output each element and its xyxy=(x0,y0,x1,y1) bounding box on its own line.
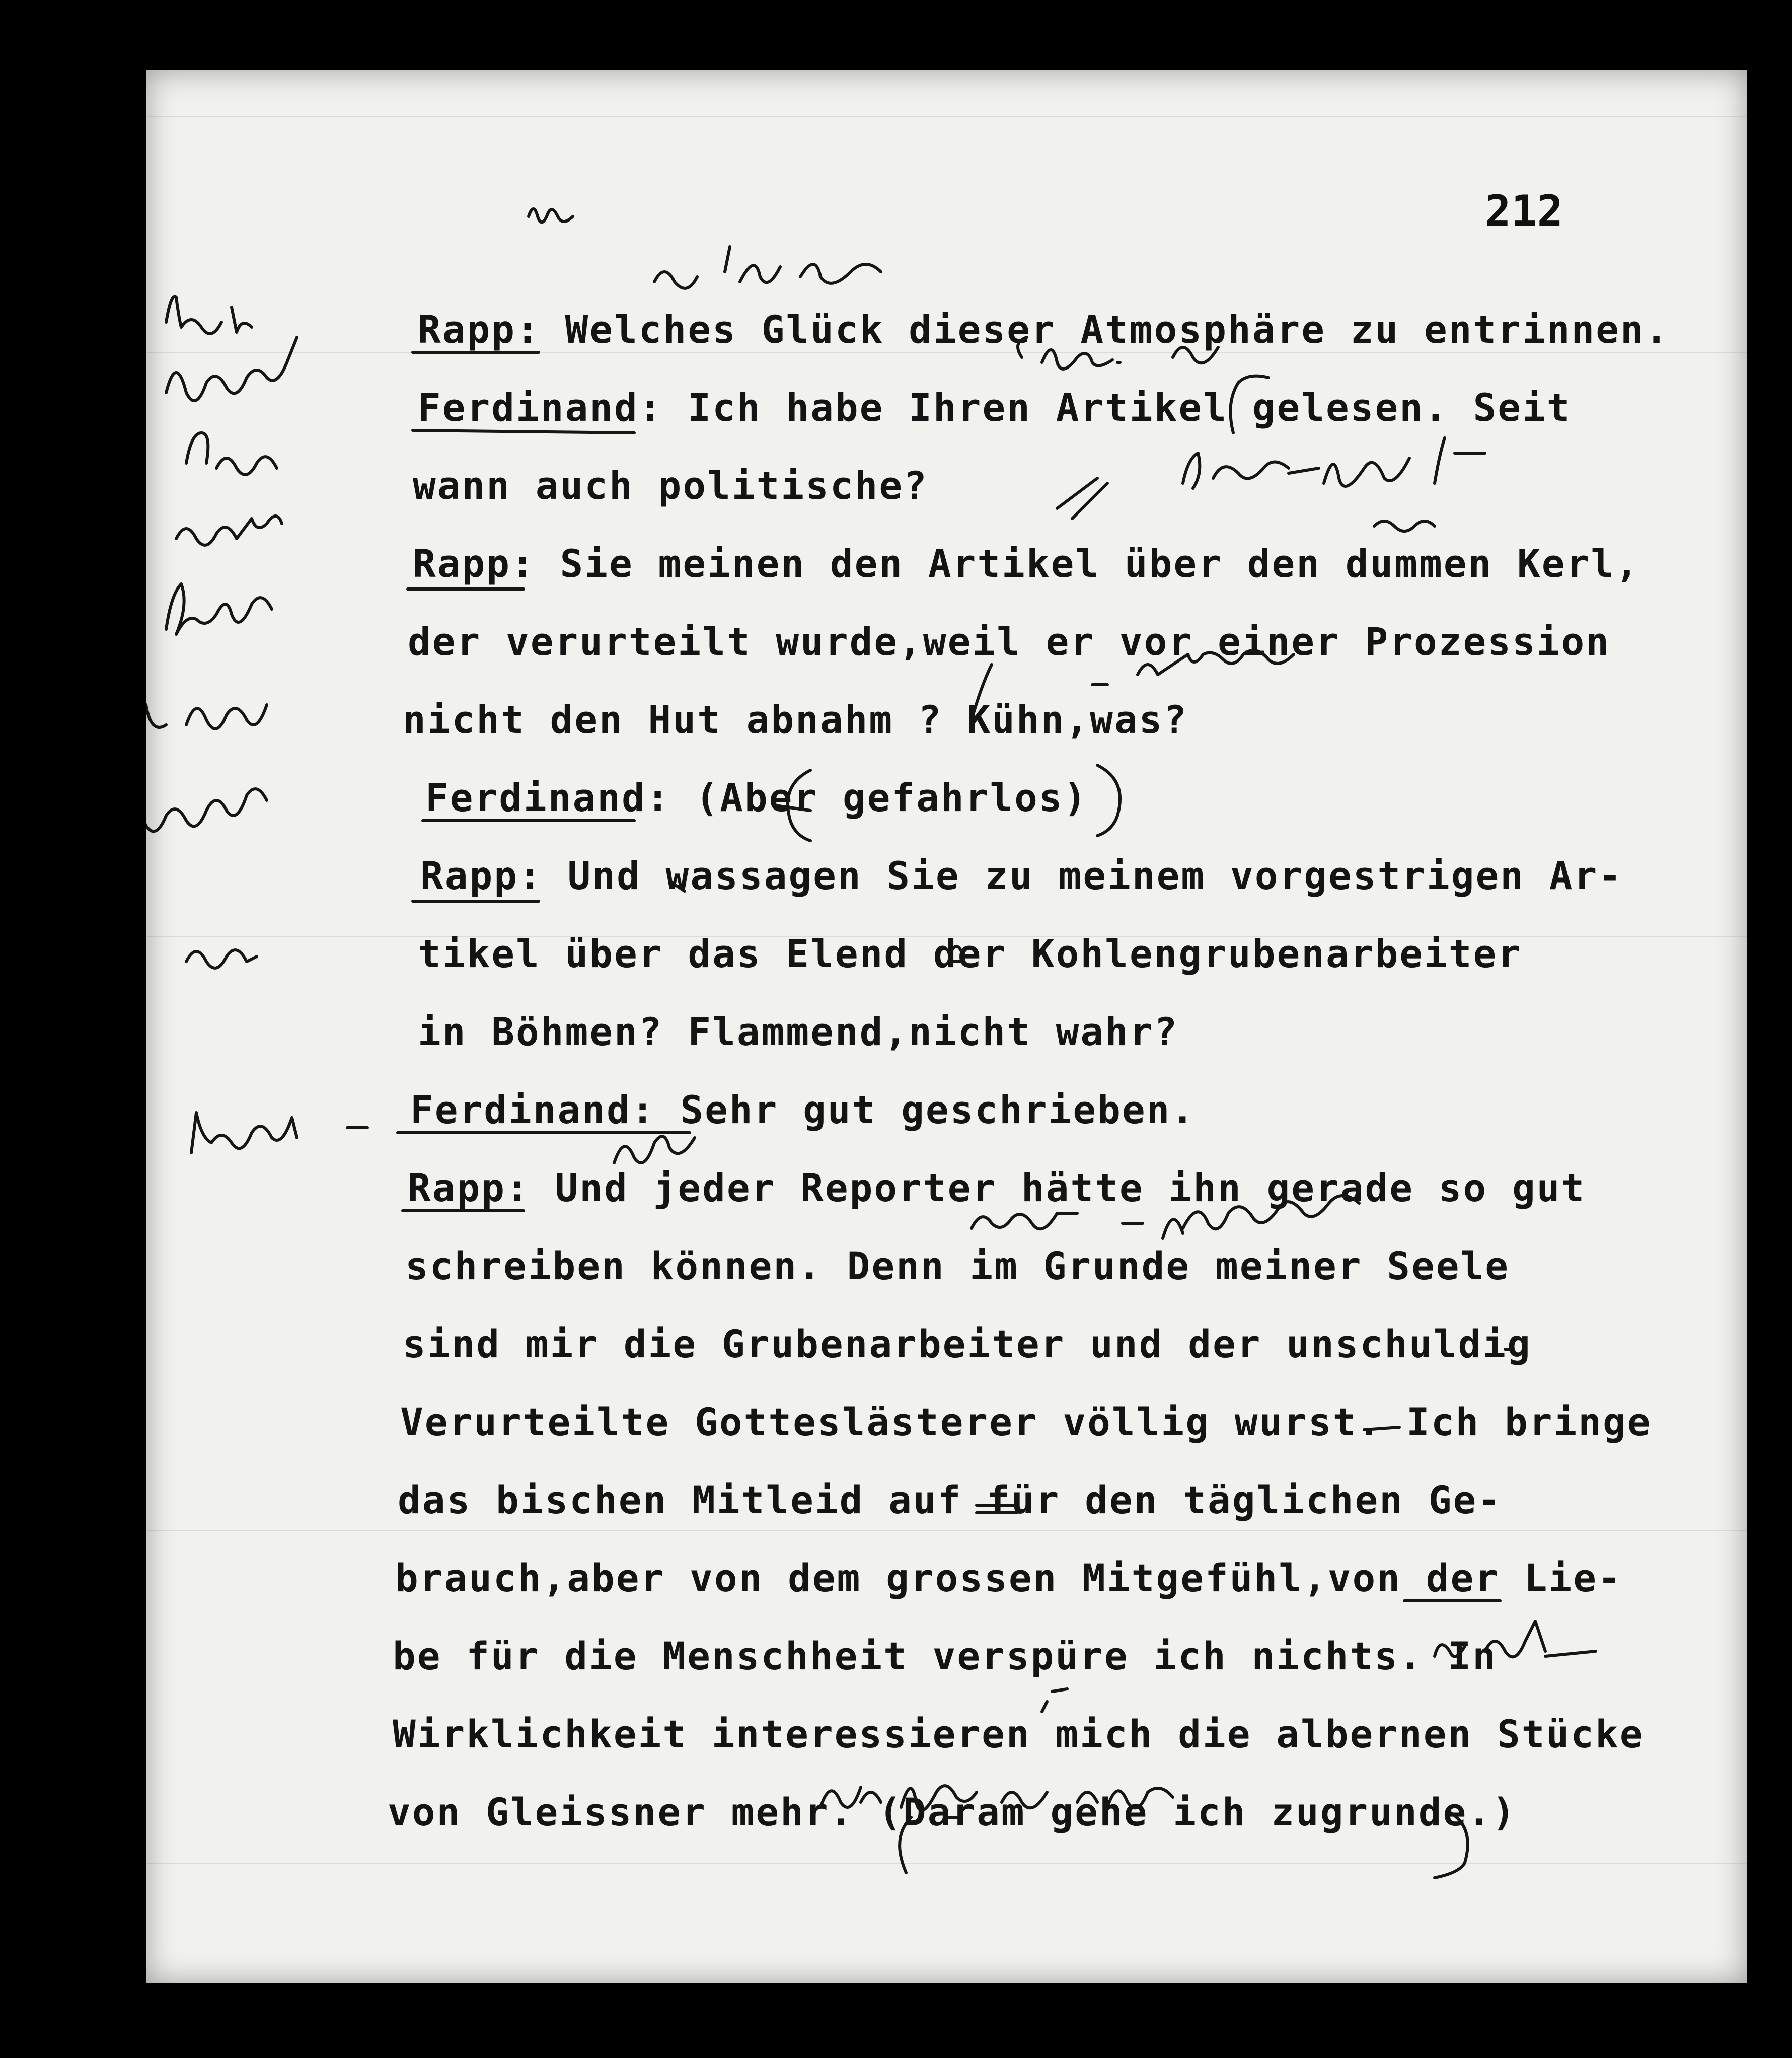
handwritten-mark xyxy=(900,1812,1468,1878)
handwritten-mark xyxy=(669,881,685,891)
handwritten-mark xyxy=(1042,1689,1067,1712)
typescript-line: Rapp: Und jeder Reporter hätte ihn gerade so gut xyxy=(408,1165,1586,1210)
typescript-line: der verurteilt wurde,weil er vor einer Prozession xyxy=(408,619,1611,664)
margin-handwriting xyxy=(166,297,252,334)
margin-handwriting xyxy=(186,950,257,968)
handwritten-mark xyxy=(1230,376,1268,433)
handwritten-mark xyxy=(614,1136,695,1163)
typescript-line: nicht den Hut abnahm ? Kühn,was? xyxy=(403,697,1188,742)
handwritten-mark xyxy=(949,946,964,962)
handwritten-mark xyxy=(654,247,881,288)
typescript-line: Rapp: Sie meinen den Artikel über den dummen Kerl, xyxy=(413,541,1640,586)
handwritten-mark xyxy=(1404,1601,1596,1657)
margin-handwriting xyxy=(146,789,267,831)
typescript-page xyxy=(146,70,1747,1983)
handwritten-mark xyxy=(1183,438,1485,488)
handwritten-mark xyxy=(972,1196,1359,1238)
typescript-line: be für die Menschheit verspüre ich nichts. In xyxy=(393,1634,1498,1678)
handwritten-mark xyxy=(775,765,1120,841)
typescript-line: Rapp: Welches Glück dieser Atmosphäre zu entrinnen. xyxy=(418,307,1670,352)
typescript-line: Wirklichkeit interessieren mich die albernen Stücke xyxy=(393,1712,1645,1756)
handwritten-mark xyxy=(977,1505,1017,1513)
handwritten-mark xyxy=(1057,478,1107,519)
typescript-line: das bischen Mitleid auf für den täglichen Ge- xyxy=(398,1478,1503,1522)
handwritten-mark xyxy=(820,1786,1173,1810)
handwritten-mark xyxy=(1364,1427,1399,1430)
typescript-line: Ferdinand: Sehr gut geschrieben. xyxy=(410,1087,1196,1132)
typescript-line: in Böhmen? Flammend,nicht wahr? xyxy=(418,1009,1179,1054)
page-number: 212 xyxy=(1485,186,1563,237)
typescript-line: Ferdinand: Ich habe Ihren Artikel gelesen. Seit xyxy=(418,385,1572,430)
typescript-line: schreiben können. Denn im Grunde meiner Seele xyxy=(405,1243,1510,1288)
margin-handwriting xyxy=(146,705,267,755)
margin-handwriting xyxy=(176,516,282,545)
typescript-line: Ferdinand: (Aber gefahrlos) xyxy=(425,775,1088,820)
handwritten-mark xyxy=(972,665,992,720)
speaker-underline xyxy=(413,430,634,433)
margin-handwriting xyxy=(186,433,277,475)
handwritten-mark xyxy=(1018,337,1218,369)
typescript-line: von Gleissner mehr. (Daram gehe ich zugrunde.) xyxy=(388,1790,1517,1834)
margin-handwriting xyxy=(191,1113,367,1153)
typescript-line: Rapp: Und wassagen Sie zu meinem vorgestrigen Ar- xyxy=(420,853,1623,898)
typescript-line: Verurteilte Gotteslästerer völlig wurst. Ich bringe xyxy=(400,1400,1652,1444)
handwritten-mark xyxy=(1092,650,1294,685)
margin-handwriting xyxy=(166,584,272,634)
handwritten-mark xyxy=(1374,521,1435,531)
handwritten-mark xyxy=(529,209,573,222)
handwriting-annotations xyxy=(146,70,1747,1983)
typescript-line: wann auch politische? xyxy=(413,463,928,508)
margin-handwriting xyxy=(166,337,297,401)
typescript-line: brauch,aber von dem grossen Mitgefühl,von der Lie- xyxy=(395,1556,1622,1600)
typescript-line: sind mir die Grubenarbeiter und der unschuldig xyxy=(403,1321,1532,1366)
typescript-line: tikel über das Elend der Kohlengrubenarbeiter xyxy=(418,931,1523,976)
